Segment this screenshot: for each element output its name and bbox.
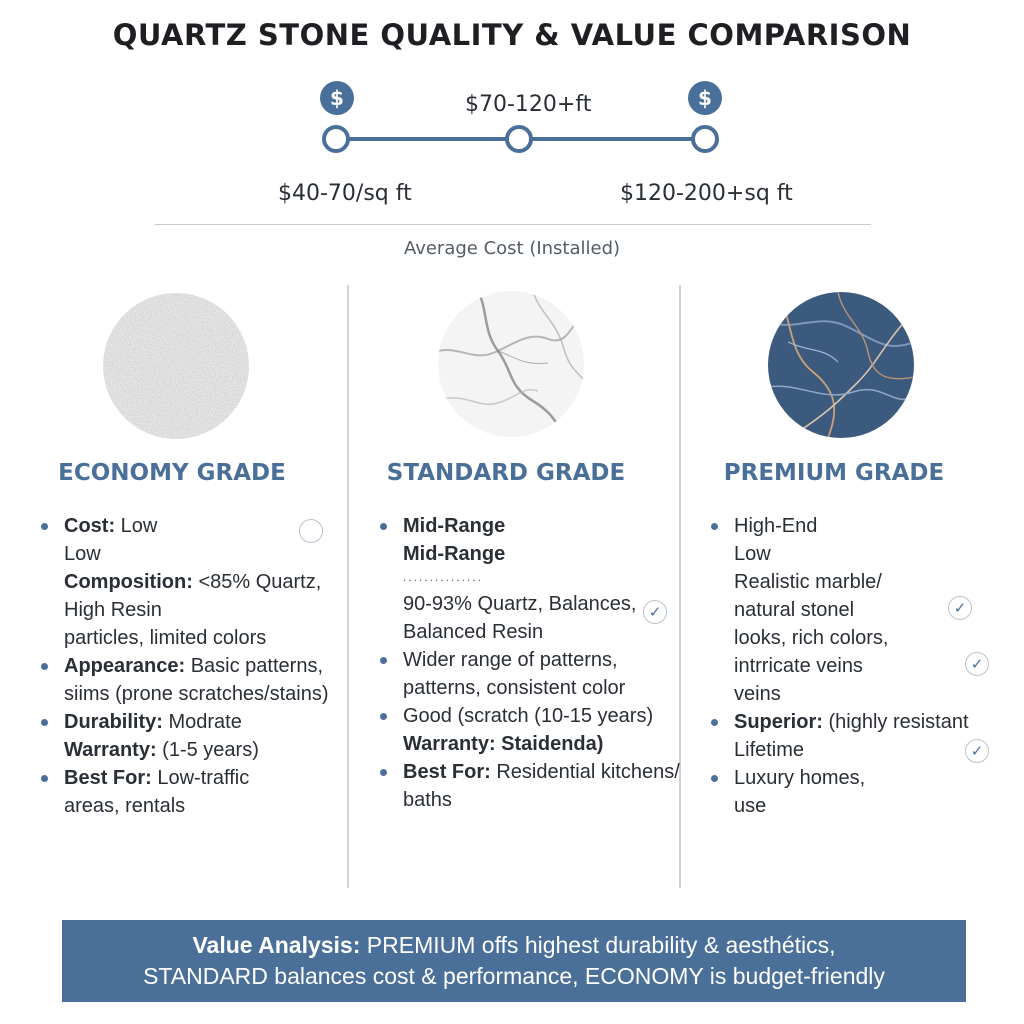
- price-node-low: [322, 125, 350, 153]
- check-circle-icon: ✓: [643, 600, 667, 624]
- premium-grade-title: PREMIUM GRADE: [723, 460, 945, 486]
- price-high: $120-200+sq ft: [620, 181, 793, 206]
- list-item: Cost: Low Low: [38, 512, 338, 568]
- list-item: Good (scratch (10-15 years): [377, 702, 677, 730]
- page-title: QUARTZ STONE QUALITY & VALUE COMPARISON: [112, 18, 912, 52]
- price-node-mid: [505, 125, 533, 153]
- empty-circle-icon: [299, 519, 323, 543]
- list-item: Warranty: (1-5 years): [64, 739, 259, 761]
- price-mid: $70-120+ft: [465, 92, 592, 117]
- economy-details: [38, 512, 338, 820]
- list-item: Warranty: Staidenda): [403, 733, 604, 755]
- dollar-icon: $: [320, 81, 354, 115]
- price-node-high: [691, 125, 719, 153]
- premium-swatch-image: [768, 292, 914, 438]
- list-item: ............... 90-93% Quartz, Balances, Balanced Resin: [403, 570, 637, 643]
- standard-swatch-image: [438, 291, 584, 437]
- list-item: Mid-Range: [377, 512, 677, 540]
- dollar-icon: $: [688, 81, 722, 115]
- list-item: Composition: <85% Quartz, High Resin particles, limited colors: [64, 571, 322, 649]
- list-item: Wider range of patterns, patterns, consistent color: [377, 646, 677, 702]
- list-item: High-End Low: [708, 512, 998, 568]
- list-item: Appearance: Basic patterns, siims (prone scratches/stains): [38, 652, 338, 708]
- value-analysis-line2: STANDARD balances cost & performance, ECONOMY is budget-friendly: [143, 963, 885, 989]
- check-circle-icon: ✓: [965, 739, 989, 763]
- list-item: Luxury homes, use: [708, 764, 998, 820]
- column-divider: [679, 285, 681, 888]
- list-item: Realistic marble/ natural stonel looks, rich colors, intrricate veins veins: [734, 571, 889, 705]
- list-item: Best For: Residential kitchens/ baths: [377, 758, 677, 814]
- standard-details: [377, 512, 680, 814]
- list-item: Mid-Range: [403, 543, 506, 565]
- check-circle-icon: ✓: [948, 596, 972, 620]
- economy-grade-title: ECONOMY GRADE: [58, 460, 286, 486]
- column-divider: [347, 285, 349, 888]
- premium-details: [708, 512, 998, 820]
- list-item: Best For: Low-traffic areas, rentals: [38, 764, 338, 820]
- cost-axis-label: Average Cost (Installed): [403, 238, 621, 259]
- price-low: $40-70/sq ft: [278, 181, 412, 206]
- list-item: Superior: (highly resistant Lifetime: [708, 708, 998, 764]
- value-analysis-banner: [62, 920, 966, 1002]
- value-analysis-line1: PREMIUM offs highest durability & aesthétics,: [360, 932, 836, 958]
- economy-swatch-image: [103, 293, 249, 439]
- value-analysis-label: Value Analysis:: [192, 932, 361, 958]
- standard-grade-title: STANDARD GRADE: [386, 460, 626, 486]
- check-circle-icon: ✓: [965, 652, 989, 676]
- list-item: Durability: Modrate: [38, 708, 338, 736]
- divider: [155, 224, 871, 225]
